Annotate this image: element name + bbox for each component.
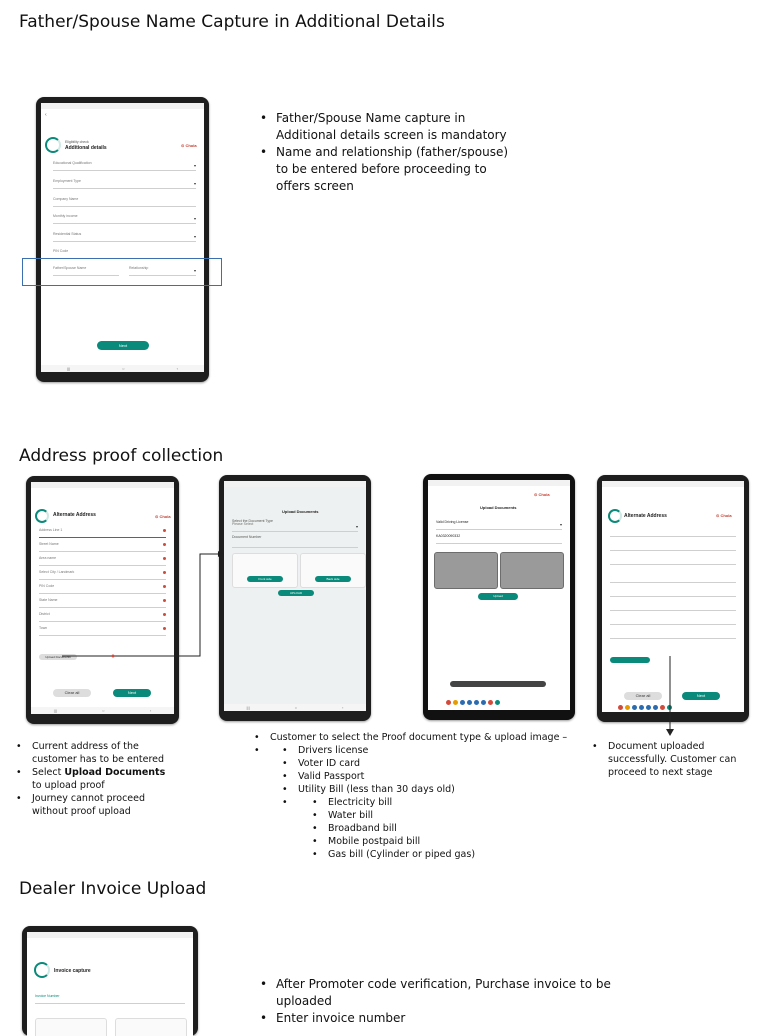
section-title-father-spouse: Father/Spouse Name Capture in Additional Details: [19, 12, 445, 32]
document-number-input[interactable]: KA0320090332: [436, 534, 562, 544]
chevron-down-icon: ▾: [193, 268, 196, 273]
field-educational-qualification[interactable]: Educational Qualification ▾: [53, 161, 196, 171]
field-pin-code[interactable]: PIN Code: [39, 584, 166, 594]
chola-logo: ⊙ Chola: [155, 514, 171, 519]
bullet: • Name and relationship (father/spouse) to be entered before proceeding to offers screen: [258, 144, 518, 195]
invoice-bullets: [258, 976, 618, 1027]
chevron-down-icon: ▾: [193, 216, 196, 221]
screen-title: Upload Documents: [480, 505, 517, 510]
tablet-invoice-capture: [22, 926, 198, 1036]
screen-title: Additional details: [65, 145, 107, 151]
field-residential-status[interactable]: Residential Status ▾: [53, 232, 196, 242]
step-label: Eligibility check: [65, 140, 89, 144]
address-notes-left: [14, 740, 174, 818]
next-button[interactable]: Next: [682, 692, 720, 700]
front-upload-box[interactable]: Front side: [232, 553, 298, 588]
document-type-select[interactable]: Valid Driving License ▾: [436, 520, 562, 530]
tablet-additional-details: [36, 97, 209, 382]
field-area-name[interactable]: Area name: [39, 556, 166, 566]
home-icon: ○: [122, 366, 125, 371]
chola-logo: ⊙ Chola: [534, 492, 550, 497]
field-district[interactable]: District: [39, 612, 166, 622]
screen-title: Alternate Address: [624, 513, 667, 519]
chevron-down-icon: ▾: [193, 234, 196, 239]
upload-button[interactable]: UPLOAD: [278, 590, 314, 596]
note-heading: • Customer to select the Proof document type & upload image –: [252, 731, 572, 744]
progress-ring: [35, 509, 49, 523]
address-notes-middle: • Customer to select the Proof document type & upload image – • • Drivers license • Voter ID card • Valid Passport • Utility Bill (less than 30 days old) • • Electricity bill • Water bill • Broadband bill • Mobile postpaid bill • Gas bill (Cylinder or piped gas): [252, 731, 572, 861]
field-company-name[interactable]: Company Name: [53, 197, 196, 207]
android-nav-bar: ||| ○ ‹: [31, 707, 174, 714]
chevron-down-icon: ▾: [193, 163, 196, 168]
screen-title: Invoice capture: [54, 968, 91, 974]
section-title-address-proof: Address proof collection: [19, 446, 224, 466]
android-nav-bar: ||| ○ ‹: [224, 704, 366, 711]
field-state[interactable]: State Name: [39, 598, 166, 608]
field-address-line-1[interactable]: Address Line 1: [39, 528, 166, 538]
field-relationship[interactable]: Relationship ▾: [129, 266, 196, 276]
progress-ring: [45, 137, 61, 153]
progress-ring: [34, 962, 50, 978]
field-city-landmark[interactable]: Select City / Landmark: [39, 570, 166, 580]
highlight-box: [22, 258, 222, 286]
field-father-spouse-name[interactable]: Father/Spouse Name: [53, 266, 119, 276]
chola-logo: ⊙ Chola: [181, 143, 197, 148]
back-image-preview: [500, 552, 564, 589]
chevron-down-icon: ▾: [193, 181, 196, 186]
android-nav-bar: [41, 365, 204, 372]
note: • Journey cannot proceed without proof upload: [14, 792, 174, 818]
invoice-number-input[interactable]: Invoice Number: [35, 994, 185, 1004]
screen-title: Alternate Address: [53, 512, 96, 518]
back-upload-box[interactable]: Back side: [300, 553, 366, 588]
document-type-select[interactable]: Please Select ▾: [232, 522, 358, 532]
field-street-name[interactable]: Street Name: [39, 542, 166, 552]
chola-logo: ⊙ Chola: [716, 513, 732, 518]
field-pin-code[interactable]: PIN Code: [53, 249, 196, 259]
address-notes-right: [590, 740, 740, 779]
document-number-input[interactable]: [232, 538, 358, 548]
screen-title: Upload Documents: [282, 509, 319, 514]
back-arrow-icon[interactable]: ‹: [45, 112, 47, 118]
connector-arrow: [60, 548, 225, 660]
recents-icon: |||: [67, 366, 71, 371]
bullet: • Father/Spouse Name capture in Additional details screen is mandatory: [258, 110, 518, 144]
upload-button[interactable]: Upload: [478, 593, 518, 600]
tablet-upload-documents: Upload Documents Select the Document Type Please Select ▾ Document Number Front side Back side UPLOAD ||| ○ ‹: [219, 475, 371, 721]
father-bullets: [258, 110, 518, 195]
bullet: • Enter invoice number: [258, 1010, 618, 1027]
field-employment-type[interactable]: Employment Type ▾: [53, 179, 196, 189]
section-title-dealer-invoice: Dealer Invoice Upload: [19, 879, 207, 899]
clear-all-button[interactable]: Clear all: [53, 689, 91, 697]
progress-ring: [608, 509, 622, 523]
screen-additional-details: [41, 103, 204, 372]
next-button[interactable]: Next: [97, 341, 149, 350]
back-icon: ‹: [176, 366, 178, 371]
note: • Select Upload Documents to upload proof: [14, 766, 174, 792]
front-image-preview: [434, 552, 498, 589]
field-town[interactable]: Town: [39, 626, 166, 636]
tablet-upload-documents-filled: [423, 474, 575, 720]
clear-all-button[interactable]: Clear all: [624, 692, 662, 700]
toast: [450, 681, 546, 687]
upload-documents-button[interactable]: Upload Documents: [39, 654, 77, 660]
upload-documents-button[interactable]: [610, 657, 650, 663]
next-button[interactable]: Next: [113, 689, 151, 697]
note: • Document uploaded successfully. Customer can proceed to next stage: [590, 740, 740, 779]
bullet: • After Promoter code verification, Purchase invoice to be uploaded: [258, 976, 618, 1010]
app-dock: [446, 700, 500, 705]
down-arrow: [664, 656, 676, 738]
note: • Current address of the customer has to be entered: [14, 740, 174, 766]
field-monthly-income[interactable]: Monthly income ▾: [53, 214, 196, 224]
